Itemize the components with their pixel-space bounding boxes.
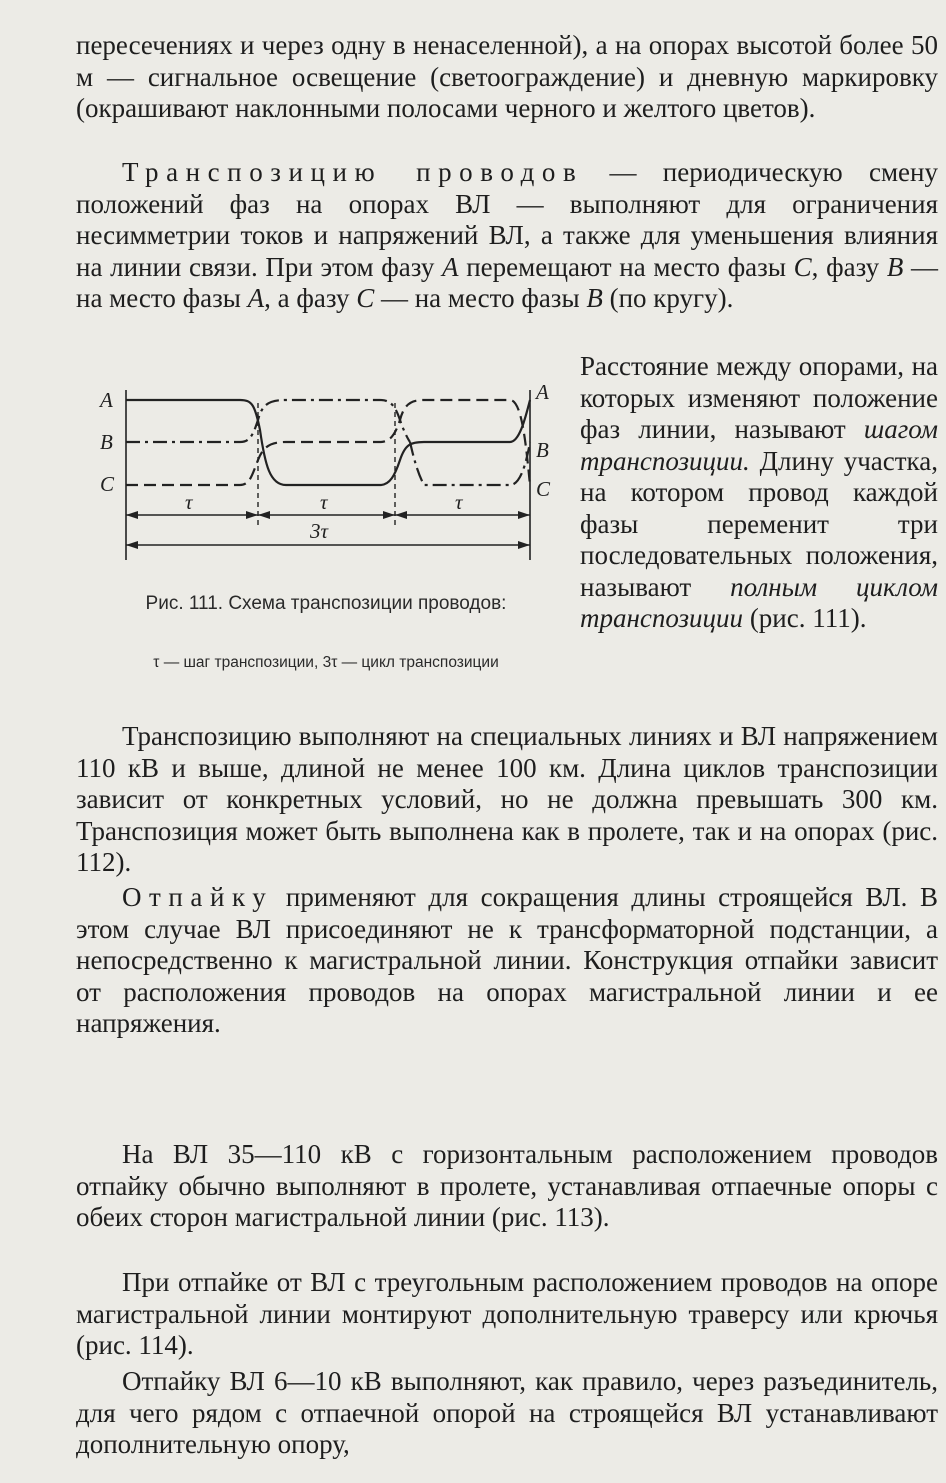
paragraph-6-10: Отпайку ВЛ 6—10 кВ выполняют, как правило, через разъединитель, для чего рядом с отпаечной опорой на строящейся ВЛ устанавливают дополнительную опору, [76, 1366, 938, 1459]
label-tau-1: τ [185, 490, 193, 514]
paragraph-voltage: Транспозицию выполняют на специальных линиях и ВЛ напряжением 110 кВ и выше, длиной не менее 100 км. Длина циклов транспозиции зависит от конкретных условий, но не должна превышать 300 км. Транспозиция может быть выполнена как в пролете, так и на опорах (рис. 112). [76, 721, 938, 877]
paragraph-top-text: пересечениях и через одну в ненаселенной), а на опорах высотой более 50 м — сигнальное освещение (светоограждение) и дневную маркировку (окрашивают наклонными полосами черного и желтого цветов). [76, 30, 938, 123]
term-transposition: Транспозицию проводов [122, 157, 584, 187]
label-tau-3: τ [455, 490, 463, 514]
label-left-c: C [100, 472, 115, 496]
term-step: шагом транспозиции. [580, 414, 938, 476]
paragraph-35-110: На ВЛ 35—110 кВ с горизонтальным расположением проводов отпайку обычно выполняют в пролете, устанавливая отпаечные опоры с обеих сторон магистральной линии (рис. 113). [76, 1139, 938, 1232]
phase-b-line-2 [410, 442, 530, 485]
figure-transposition-scheme [90, 375, 560, 575]
label-3tau: 3τ [310, 519, 329, 543]
figure-caption-legend: τ — шаг транспозиции, 3τ — цикл транспозиции [153, 654, 499, 671]
label-right-c: C [536, 477, 551, 501]
label-right-a: A [536, 380, 549, 404]
paragraph-transposition: Транспозицию проводов — периодическую смену положений фаз на опорах ВЛ — выполняют для ограничения несимметрии токов и напряжений ВЛ, а также для уменьшения влияния на линии связи. При этом фазу A перемещают на место фазы C, фазу B — на место фазы A, а фазу C — на место фазы B (по кругу). [76, 157, 939, 313]
term-tap: Отпайку [122, 882, 274, 912]
label-left-b: B [100, 430, 113, 454]
paragraph-tap: Отпайку применяют для сокращения длины строящейся ВЛ. В этом случае ВЛ присоединяют не к трансформаторной подстанции, а непосредственно к магистральной линии. Конструкция отпайки зависит от расположения проводов на опорах магистральной линии и ее напряжения. [76, 882, 938, 1038]
term-cycle: полным циклом транспозиции [580, 571, 938, 633]
transposition-diagram [90, 375, 560, 575]
paragraph-transposition-step: Расстояние между опорами, на которых изменяют положение фаз линии, называют шагом транспозиции. Длину участка, на котором провод каждой фазы переменит три последовательных положения, называют полным циклом транспозиции (рис. 111). [580, 351, 938, 633]
label-left-a: A [100, 388, 113, 412]
label-tau-2: τ [320, 490, 328, 514]
label-right-b: B [536, 438, 549, 462]
phase-b-line [126, 400, 410, 442]
paragraph-top [76, 30, 938, 125]
paragraph-triangle: При отпайке от ВЛ с треугольным расположением проводов на опоре магистральной линии монтируют дополнительную траверсу или крючья (рис. 114). [76, 1267, 938, 1360]
figure-caption-title: Рис. 111. Схема транспозиции проводов: [145, 593, 507, 614]
